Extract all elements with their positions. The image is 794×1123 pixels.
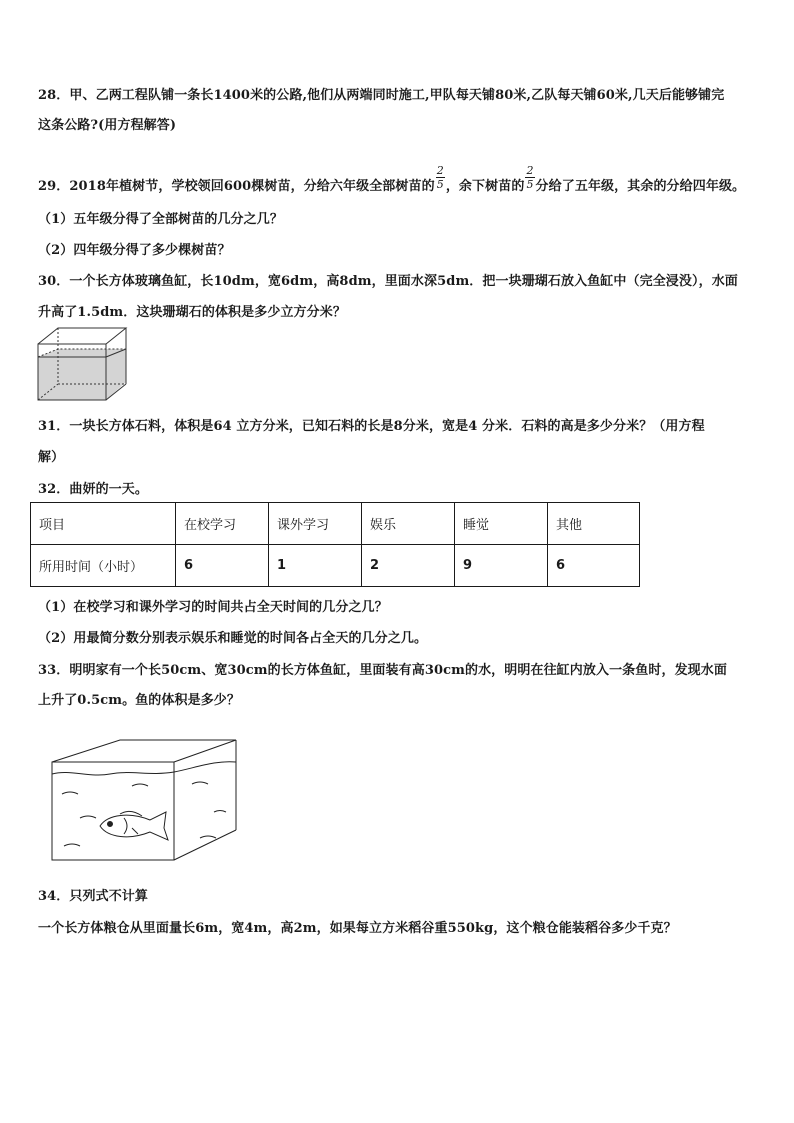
- q29-fraction-2: [525, 164, 534, 191]
- table-row: [31, 545, 640, 587]
- q29-sub1: （1）五年级分得了全部树苗的几分之几？: [38, 212, 283, 227]
- water-ripple: [192, 782, 208, 784]
- tank-top-edge: [52, 740, 236, 762]
- q29-frac2-denominator: 5: [526, 178, 534, 191]
- q31-line1: 31．一块长方体石料，体积是64 立方分米，已知石料的长是8分米，宽是4 分米．石料的高是多少分米？（用方程: [38, 419, 705, 434]
- table-header-cell: 在校学习: [176, 503, 269, 545]
- fish-tank-figure-2: [50, 738, 240, 862]
- q29-frac2-numerator: 2: [526, 164, 534, 177]
- q29-frac1-numerator: 2: [436, 164, 444, 177]
- table-cell: 9: [455, 545, 548, 587]
- table-cell: 1: [269, 545, 362, 587]
- tank-bottom-right-edge: [174, 830, 236, 860]
- q34-line1: 一个长方体粮仓从里面量长6m，宽4m，高2m，如果每立方米稻谷重550kg，这个粮仓能装稻谷多少千克？: [38, 921, 677, 936]
- water-ripple: [80, 816, 96, 818]
- fish-icon: [100, 811, 168, 840]
- q29-part2: ，余下树苗的: [445, 179, 525, 194]
- q29-stem: [38, 164, 746, 200]
- q32-title: 32．曲妍的一天。: [38, 482, 148, 497]
- q34-title: 34．只列式不计算: [38, 889, 148, 904]
- table-header-cell: 其他: [548, 503, 640, 545]
- table-cell: 2: [362, 545, 455, 587]
- q29-sub2: （2）四年级分得了多少棵树苗？: [38, 243, 231, 258]
- table-header-cell: 娱乐: [362, 503, 455, 545]
- table-cell: 所用时间（小时）: [31, 545, 176, 587]
- q32-sub1: （1）在校学习和课外学习的时间共占全天时间的几分之几？: [38, 600, 388, 615]
- table-header-cell: 睡觉: [455, 503, 548, 545]
- water-ripple: [200, 836, 216, 838]
- water-surface-wave: [52, 762, 236, 775]
- q29-part3: 分给了五年级，其余的分给四年级。: [535, 179, 746, 194]
- tank-front-face: [52, 762, 174, 860]
- q31-line2: 解）: [38, 450, 65, 465]
- q32-time-table: [30, 502, 640, 587]
- table-header-cell: 项目: [31, 503, 176, 545]
- water-ripple: [214, 811, 226, 813]
- q33-line1: 33．明明家有一个长50cm、宽30cm的长方体鱼缸，里面装有高30cm的水，明明在往缸内放入一条鱼时，发现水面: [38, 663, 727, 678]
- table-cell: 6: [176, 545, 269, 587]
- table-cell: 6: [548, 545, 640, 587]
- table-header-row: [31, 503, 640, 545]
- tank-top-edge: [38, 328, 126, 344]
- q28-line2: 这条公路?(用方程解答): [38, 118, 177, 133]
- q30-line1: 30．一个长方体玻璃鱼缸，长10dm，宽6dm，高8dm，里面水深5dm．把一块珊瑚石放入鱼缸中（完全浸没），水面: [38, 274, 738, 289]
- q29-fraction-1: [436, 164, 445, 191]
- q29-frac1-denominator: 5: [436, 178, 444, 191]
- water-ripple: [62, 792, 78, 794]
- water-ripple: [64, 844, 80, 846]
- q33-line2: 上升了0.5cm。鱼的体积是多少？: [38, 693, 240, 708]
- q28-line1: 28．甲、乙两工程队铺一条长1400米的公路,他们从两端同时施工,甲队每天铺80米,乙队每天铺60米,几天后能够铺完: [38, 88, 725, 103]
- q29-part1: 29．2018年植树节，学校领回600棵树苗，分给六年级全部树苗的: [38, 179, 435, 194]
- water-ripple: [132, 784, 148, 786]
- q32-sub2: （2）用最简分数分别表示娱乐和睡觉的时间各占全天的几分之几。: [38, 631, 428, 646]
- q30-line2: 升高了1.5dm．这块珊瑚石的体积是多少立方分米？: [38, 305, 346, 320]
- fish-tank-figure-1: [34, 326, 134, 404]
- table-header-cell: 课外学习: [269, 503, 362, 545]
